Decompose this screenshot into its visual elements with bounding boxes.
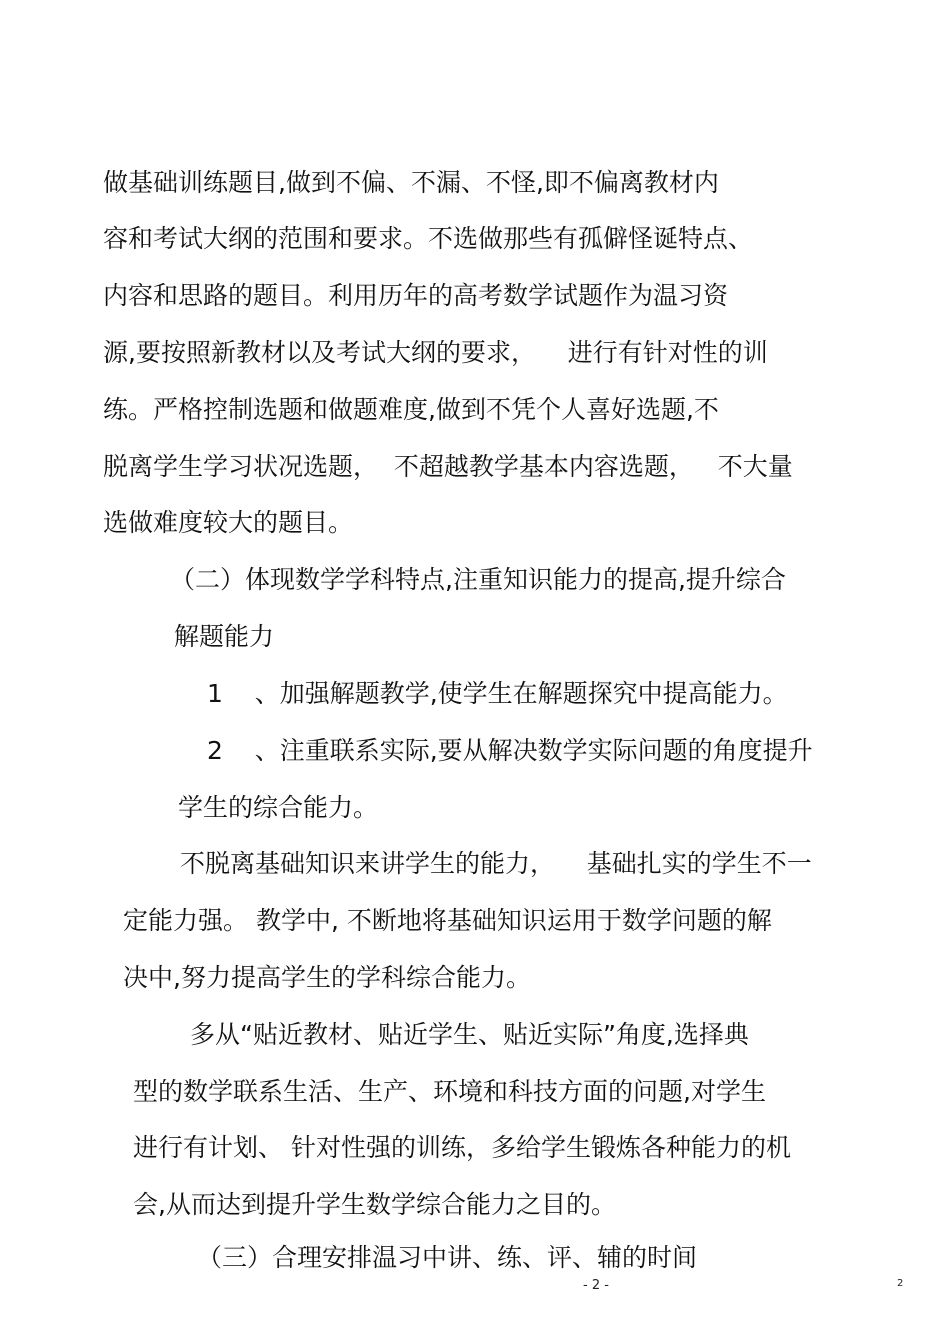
paragraph-2-line-3: 决中,努力提高学生的学科综合能力。 — [123, 963, 531, 992]
body-line-5: 练。严格控制选题和做题难度,做到不凭个人喜好选题,不 — [103, 395, 719, 424]
paragraph-2-line-2: 定能力强。 教学中, 不断地将基础知识运用于数学问题的解 — [123, 906, 772, 935]
paragraph-3-line-1: 多从“贴近教材、贴近学生、贴近实际”角度,选择典 — [190, 1020, 749, 1049]
body-line-2: 容和考试大纲的范围和要求。不选做那些有孤僻怪诞特点、 — [103, 224, 754, 253]
section-heading-3: （三）合理安排温习中讲、练、评、辅的时间 — [197, 1243, 698, 1272]
body-line-7: 选做难度较大的题目。 — [103, 508, 354, 537]
paragraph-2-line-1: 不脱离基础知识来讲学生的能力， 基础扎实的学生不一 — [180, 849, 812, 878]
list-item-2-cont: 学生的综合能力。 — [178, 793, 379, 822]
paragraph-3-line-4: 会,从而达到提升学生数学综合能力之目的。 — [133, 1190, 616, 1219]
corner-page-number: 2 — [897, 1278, 904, 1289]
paragraph-3-line-3: 进行有计划、 针对性强的训练，多给学生锻炼各种能力的机 — [133, 1133, 791, 1162]
section-heading-2: （二）体现数学学科特点,注重知识能力的提高,提升综合 — [170, 565, 786, 594]
list-item-1: 1 、加强解题教学,使学生在解题探究中提高能力。 — [207, 679, 788, 708]
paragraph-3-line-2: 型的数学联系生活、生产、环境和科技方面的问题,对学生 — [133, 1077, 766, 1106]
list-item-2: 2 、注重联系实际,要从解决数学实际问题的角度提升 — [207, 736, 813, 765]
section-heading-2-cont: 解题能力 — [174, 622, 275, 651]
body-line-4: 源,要按照新教材以及考试大纲的要求， 进行有针对性的训 — [103, 338, 768, 367]
body-line-1: 做基础训练题目,做到不偏、不漏、不怪,即不偏离教材内 — [103, 168, 719, 197]
page-number: - 2 - — [583, 1278, 609, 1293]
body-line-6: 脱离学生学习状况选题， 不超越教学基本内容选题， 不大量 — [103, 452, 793, 481]
body-line-3: 内容和思路的题目。利用历年的高考数学试题作为温习资 — [103, 281, 729, 310]
